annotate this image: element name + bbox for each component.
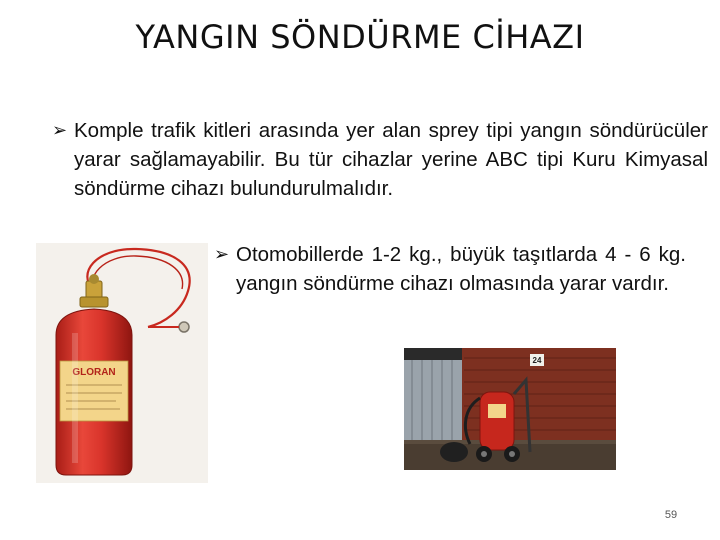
wheeled-extinguisher-photo	[404, 348, 616, 470]
bullet-text-1: Komple trafik kitleri arasında yer alan sprey tipi yangın söndürücüler yarar sağlamayabilir. Bu tür cihazlar yerine ABC tipi Kuru Kimyasal söndürme cihazı bulundurulmalıdır.	[74, 119, 708, 200]
bullet-item-2	[214, 240, 686, 298]
door-number-sign: 24	[532, 356, 542, 365]
slide-title: YANGIN SÖNDÜRME CİHAZI	[135, 18, 585, 56]
arrow-bullet-icon: ➢	[52, 120, 68, 140]
bullet-item-1	[52, 116, 708, 203]
bullet-text-2: Otomobillerde 1-2 kg., büyük taşıtlarda 4 - 6 kg. yangın söndürme cihazı olmasında yarar vardır.	[236, 243, 686, 295]
arrow-bullet-icon: ➢	[214, 244, 230, 264]
fire-extinguisher-photo	[36, 243, 208, 483]
extinguisher-label-text: GLORAN	[72, 367, 116, 378]
page-number: 59	[664, 509, 678, 521]
